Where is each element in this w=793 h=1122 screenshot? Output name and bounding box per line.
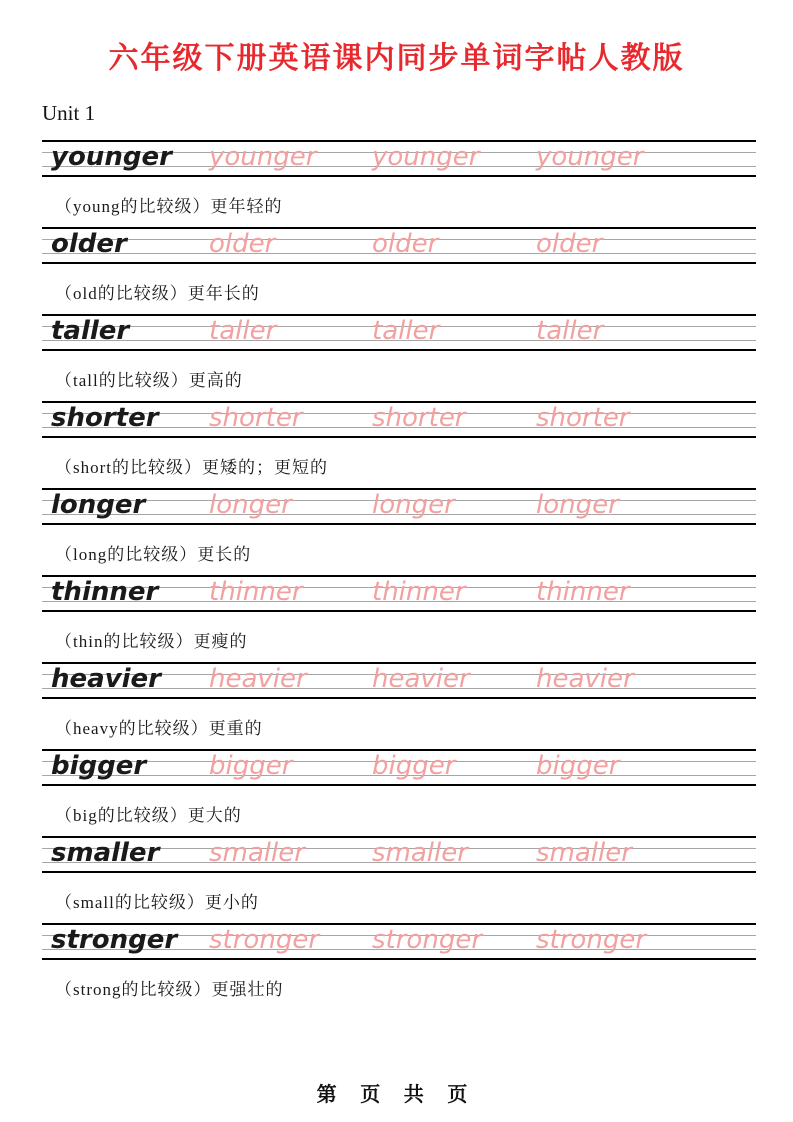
word-trace-copy: smaller xyxy=(372,838,468,868)
word-trace-copy: smaller xyxy=(536,838,632,868)
page-title: 六年级下册英语课内同步单词字帖人教版 xyxy=(108,42,685,75)
unit-label: Unit 1 xyxy=(42,101,96,125)
word-definition: （thin的比较级）更瘦的 xyxy=(55,632,248,651)
word-trace-copy: longer xyxy=(372,490,455,520)
word-sample: stronger xyxy=(51,925,178,955)
word-trace-copy: shorter xyxy=(372,403,466,433)
word-practice-block xyxy=(0,836,793,923)
word-trace-copy: younger xyxy=(372,142,480,172)
writing-staff xyxy=(42,836,756,873)
word-sample: bigger xyxy=(51,751,147,781)
word-practice-block xyxy=(0,314,793,401)
word-trace-copy: thinner xyxy=(209,577,303,607)
word-trace-copy: younger xyxy=(536,142,644,172)
word-trace-copy: taller xyxy=(536,316,604,346)
word-sample: smaller xyxy=(51,838,160,868)
word-definition: （short的比较级）更矮的；更短的 xyxy=(55,458,328,477)
word-trace-copy: heavier xyxy=(372,664,470,694)
word-trace-copy: bigger xyxy=(536,751,620,781)
word-sample: thinner xyxy=(51,577,159,607)
word-trace-copy: bigger xyxy=(209,751,293,781)
word-definition: （big的比较级）更大的 xyxy=(55,806,242,825)
writing-staff xyxy=(42,575,756,612)
word-trace-copy: smaller xyxy=(209,838,305,868)
word-trace-copy: heavier xyxy=(536,664,634,694)
writing-staff xyxy=(42,662,756,699)
page-footer: 第 页 共 页 xyxy=(316,1084,477,1106)
word-definition: （heavy的比较级）更重的 xyxy=(55,719,263,738)
word-trace-copy: taller xyxy=(209,316,277,346)
word-practice-block xyxy=(0,140,793,227)
word-definition: （young的比较级）更年轻的 xyxy=(55,197,283,216)
word-definition: （small的比较级）更小的 xyxy=(55,893,259,912)
word-trace-copy: heavier xyxy=(209,664,307,694)
word-sample: younger xyxy=(51,142,172,172)
writing-staff xyxy=(42,140,756,177)
word-trace-copy: thinner xyxy=(372,577,466,607)
word-definition: （tall的比较级）更高的 xyxy=(55,371,243,390)
word-practice-block xyxy=(0,488,793,575)
word-trace-copy: taller xyxy=(372,316,440,346)
word-definition: （old的比较级）更年长的 xyxy=(55,284,260,303)
writing-staff xyxy=(42,923,756,960)
word-trace-copy: bigger xyxy=(372,751,456,781)
writing-staff xyxy=(42,314,756,351)
word-sample: shorter xyxy=(51,403,159,433)
word-trace-copy: longer xyxy=(209,490,292,520)
word-practice-block xyxy=(0,923,793,1010)
word-sample: older xyxy=(51,229,127,259)
word-trace-copy: younger xyxy=(209,142,317,172)
word-trace-copy: older xyxy=(536,229,603,259)
word-practice-block xyxy=(0,227,793,314)
word-sample: longer xyxy=(51,490,146,520)
word-trace-copy: stronger xyxy=(536,925,647,955)
word-trace-copy: older xyxy=(209,229,276,259)
word-definition: （long的比较级）更长的 xyxy=(55,545,252,564)
word-trace-copy: stronger xyxy=(209,925,320,955)
word-practice-block xyxy=(0,401,793,488)
word-trace-copy: shorter xyxy=(536,403,630,433)
word-trace-copy: shorter xyxy=(209,403,303,433)
writing-staff xyxy=(42,401,756,438)
word-practice-block xyxy=(0,575,793,662)
word-practice-block xyxy=(0,662,793,749)
writing-staff xyxy=(42,488,756,525)
word-trace-copy: longer xyxy=(536,490,619,520)
word-trace-copy: thinner xyxy=(536,577,630,607)
word-sample: heavier xyxy=(51,664,162,694)
word-practice-block xyxy=(0,749,793,836)
word-trace-copy: stronger xyxy=(372,925,483,955)
word-definition: （strong的比较级）更强壮的 xyxy=(55,980,284,999)
word-sample: taller xyxy=(51,316,130,346)
word-trace-copy: older xyxy=(372,229,439,259)
writing-staff xyxy=(42,227,756,264)
writing-staff xyxy=(42,749,756,786)
